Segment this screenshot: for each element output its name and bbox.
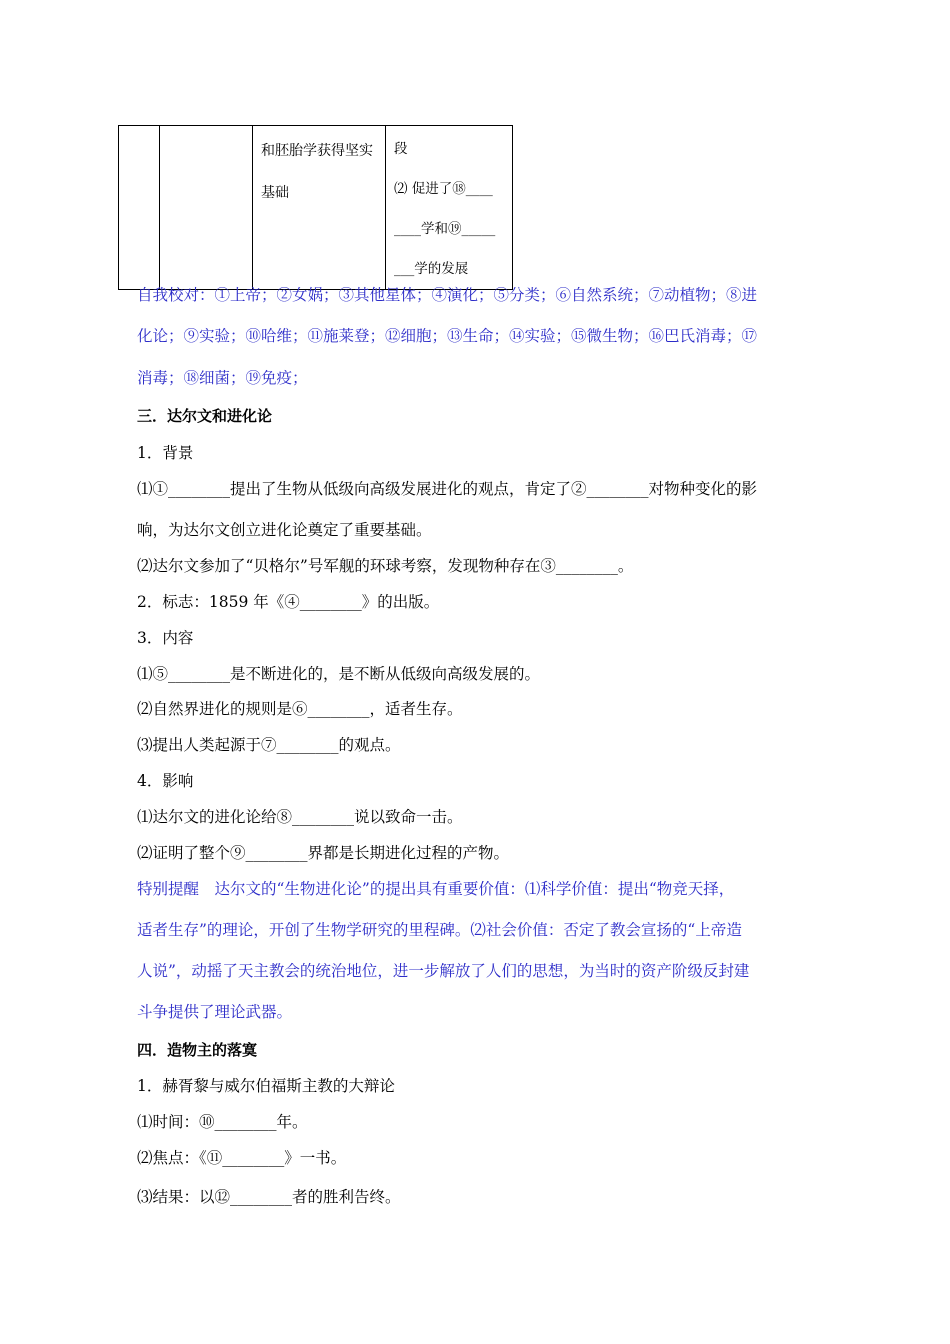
special-note-line: 斗争提供了理论武器。 — [137, 1003, 293, 1021]
body-line: ⑵证明了整个⑨________界都是长期进化过程的产物。 — [137, 844, 510, 862]
table-text-line: ⑵ 促进了⑱____ — [394, 181, 493, 197]
body-line: ⑶提出人类起源于⑦________的观点。 — [137, 736, 401, 754]
table-cell-empty — [160, 126, 253, 290]
body-line: ⑴⑤________是不断进化的，是不断从低级向高级发展的。 — [137, 665, 541, 683]
self-check-line: 消毒；⑱细菌；⑲免疫； — [137, 369, 308, 387]
table-text-line: 基础 — [261, 185, 289, 201]
table-text-line: ___学的发展 — [394, 261, 469, 277]
body-line: ⑶结果：以⑫________者的胜利告终。 — [137, 1188, 401, 1206]
section-heading: 四．造物主的落寞 — [137, 1041, 258, 1059]
table-text-line: ____学和⑲_____ — [394, 221, 496, 237]
body-line: 1．赫胥黎与威尔伯福斯主教的大辩论 — [137, 1077, 395, 1095]
table-text-line: 段 — [394, 141, 408, 157]
special-note-line: 人说”，动摇了天主教会的统治地位，进一步解放了人们的思想，为当时的资产阶级反封建 — [137, 962, 750, 980]
body-line: ⑴①________提出了生物从低级向高级发展进化的观点，肯定了②________对物种变化的影 — [137, 480, 758, 498]
table-text-line: 和胚胎学获得坚实 — [261, 143, 373, 159]
body-line: ⑴时间：⑩________年。 — [137, 1113, 308, 1131]
special-note-line: 特别提醒 达尔文的“生物进化论”的提出具有重要价值：⑴科学价值：提出“物竞天择， — [137, 880, 735, 898]
body-line: 3．内容 — [137, 629, 194, 647]
body-line: ⑴达尔文的进化论给⑧________说以致命一击。 — [137, 808, 463, 826]
body-line: 2．标志：1859 年《④________》的出版。 — [137, 593, 440, 611]
table-cell-empty — [119, 126, 160, 290]
body-line: 响，为达尔文创立进化论奠定了重要基础。 — [137, 521, 432, 539]
knowledge-table-fragment — [118, 125, 513, 290]
section-heading: 三．达尔文和进化论 — [137, 407, 273, 425]
body-line: ⑵达尔文参加了“贝格尔”号军舰的环球考察，发现物种存在③________。 — [137, 557, 634, 575]
table-cell-content — [386, 126, 513, 290]
self-check-line: 自我校对：①上帝；②女娲；③其他星体；④演化；⑤分类；⑥自然系统；⑦动植物；⑧进 — [137, 286, 758, 304]
table-cell-content — [253, 126, 386, 290]
body-line: 1．背景 — [137, 444, 194, 462]
self-check-line: 化论；⑨实验；⑩哈维；⑪施莱登；⑫细胞；⑬生命；⑭实验；⑮微生物；⑯巴氏消毒；⑰ — [137, 327, 758, 345]
table-row — [119, 126, 513, 290]
body-line: ⑵焦点：《⑪________》一书。 — [137, 1149, 347, 1167]
body-line: 4．影响 — [137, 772, 194, 790]
body-line: ⑵自然界进化的规则是⑥________，适者生存。 — [137, 700, 463, 718]
special-note-line: 适者生存”的理论，开创了生物学研究的里程碑。⑵社会价值：否定了教会宣扬的“上帝造 — [137, 921, 742, 939]
